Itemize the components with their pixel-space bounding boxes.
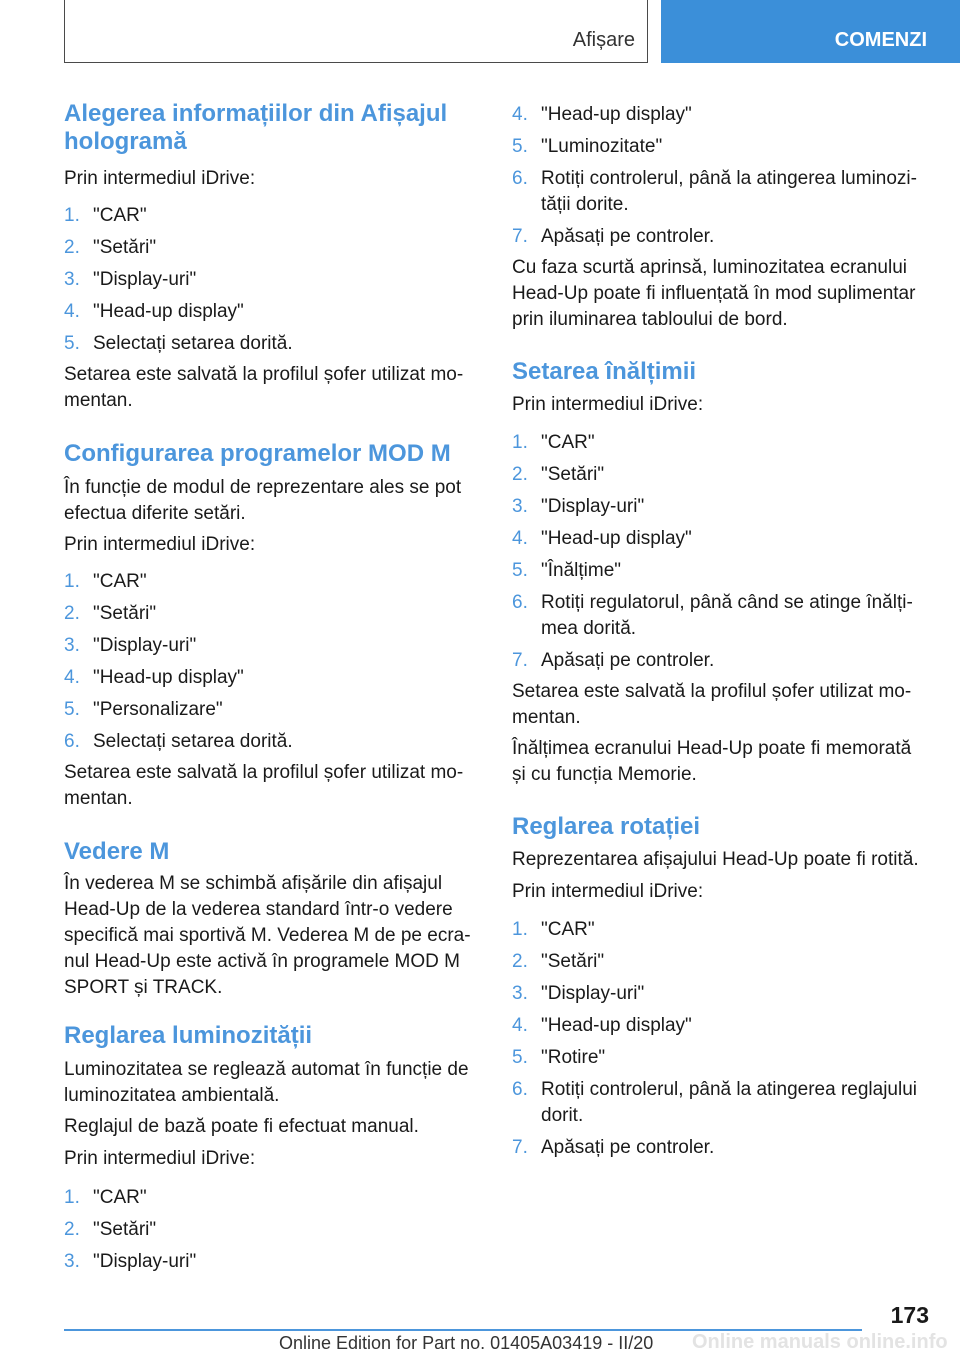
step-number: 6.: [512, 592, 528, 613]
step-number: 4.: [512, 104, 528, 125]
section-heading: Reglarea luminozității: [64, 1022, 313, 1049]
list-item: [512, 526, 924, 552]
step-number: 5.: [512, 1047, 528, 1068]
list-item: [512, 1135, 924, 1161]
step-text: "CAR": [93, 1187, 147, 1208]
edition-text: Online Edition for Part no. 01405A03419 - II/20: [279, 1333, 654, 1353]
step-text: Rotiți controlerul, până la atingerea reglajului dorit.: [541, 1079, 918, 1126]
step-text: "Display-uri": [541, 496, 645, 517]
list-item: [64, 235, 476, 261]
paragraph: Luminozitatea se reglează automat în funcție de luminozitatea ambientală.: [64, 1059, 469, 1106]
paragraph: Prin intermediul iDrive:: [64, 534, 256, 555]
step-text: Apăsați pe controler.: [541, 1137, 715, 1158]
step-text: "Setări": [93, 237, 157, 258]
list-item: [512, 166, 924, 218]
list-item: [64, 569, 476, 595]
step-number: 6.: [64, 731, 80, 752]
paragraph: Prin intermediul iDrive:: [64, 1148, 256, 1169]
list-item: [512, 1077, 924, 1129]
step-number: 1.: [512, 432, 528, 453]
step-number: 4.: [64, 301, 80, 322]
step-number: 3.: [512, 496, 528, 517]
step-number: 3.: [64, 635, 80, 656]
step-number: 5.: [64, 699, 80, 720]
list-item: [512, 1045, 924, 1071]
step-text: "Display-uri": [93, 1251, 197, 1272]
paragraph: Reprezentarea afișajului Head-Up poate fi rotită.: [512, 849, 919, 870]
paragraph: Reglajul de bază poate fi efectuat manual.: [64, 1116, 419, 1137]
step-text: "Setări": [541, 464, 605, 485]
step-text: "Head-up display": [541, 104, 692, 125]
paragraph: Setarea este salvată la profilul șofer utilizat mo-mentan.: [64, 364, 464, 411]
list-item: [512, 648, 924, 674]
step-number: 4.: [512, 528, 528, 549]
list-item: [512, 494, 924, 520]
step-text: "Head-up display": [93, 301, 244, 322]
list-item: [512, 558, 924, 584]
step-number: 2.: [64, 237, 80, 258]
list-item: [512, 1013, 924, 1039]
section-heading: Vedere M: [64, 838, 170, 865]
step-number: 3.: [64, 269, 80, 290]
list-item: [512, 981, 924, 1007]
list-item: [64, 601, 476, 627]
step-number: 7.: [512, 650, 528, 671]
list-item: [64, 331, 476, 357]
list-item: [64, 1217, 476, 1243]
paragraph: În funcție de modul de reprezentare ales se pot efectua diferite setări.: [64, 477, 462, 524]
step-text: "Setări": [93, 603, 157, 624]
step-number: 2.: [64, 603, 80, 624]
list-item: [64, 729, 476, 755]
step-text: "Head-up display": [541, 1015, 692, 1036]
paragraph: Prin intermediul iDrive:: [512, 394, 704, 415]
step-text: "CAR": [93, 205, 147, 226]
list-item: [64, 1185, 476, 1211]
step-number: 5.: [512, 136, 528, 157]
page-number: 173: [890, 1302, 929, 1328]
list-item: [512, 430, 924, 456]
step-text: "CAR": [541, 919, 595, 940]
step-text: Apăsați pe controler.: [541, 226, 715, 247]
section-heading: Alegerea informațiilor din Afișajul hologramă: [64, 100, 448, 155]
step-number: 6.: [512, 1079, 528, 1100]
step-number: 4.: [64, 667, 80, 688]
paragraph: Înălțimea ecranului Head-Up poate fi memorată și cu funcția Memorie.: [512, 738, 912, 785]
step-text: "Setări": [541, 951, 605, 972]
list-item: [512, 917, 924, 943]
list-item: [512, 102, 924, 128]
section-heading: Configurarea programelor MOD M: [64, 440, 451, 467]
step-number: 1.: [512, 919, 528, 940]
list-item: [64, 697, 476, 723]
step-text: "Display-uri": [541, 983, 645, 1004]
list-item: [64, 665, 476, 691]
chapter-tab-label: COMENZI: [834, 29, 927, 51]
section-label: Afișare: [572, 29, 635, 51]
section-heading: Reglarea rotației: [512, 813, 701, 840]
step-number: 2.: [512, 951, 528, 972]
step-number: 4.: [512, 1015, 528, 1036]
step-number: 5.: [64, 333, 80, 354]
list-item: [64, 299, 476, 325]
list-item: [512, 462, 924, 488]
paragraph: Prin intermediul iDrive:: [512, 881, 704, 902]
step-number: 7.: [512, 226, 528, 247]
step-number: 1.: [64, 571, 80, 592]
watermark-site: Online manuals online.info: [692, 1331, 948, 1353]
step-number: 2.: [64, 1219, 80, 1240]
step-text: Selectați setarea dorită.: [93, 731, 293, 752]
step-text: "Head-up display": [541, 528, 692, 549]
paragraph: Setarea este salvată la profilul șofer utilizat mo-mentan.: [512, 681, 912, 728]
step-text: "Rotire": [541, 1047, 606, 1068]
chapter-tab[interactable]: [661, 0, 960, 63]
list-item: [512, 224, 924, 250]
paragraph: În vederea M se schimbă afișările din afișajul Head-Up de la vederea standard într-o vedere specifică mai sportivă M. Vederea M de pe ecra-nul Head-Up este activă în programele MOD M SPORT și TRACK.: [64, 873, 471, 998]
step-number: 3.: [64, 1251, 80, 1272]
step-text: "CAR": [93, 571, 147, 592]
paragraph: Setarea este salvată la profilul șofer utilizat mo-mentan.: [64, 762, 464, 809]
step-text: "CAR": [541, 432, 595, 453]
step-text: Apăsați pe controler.: [541, 650, 715, 671]
list-item: [512, 590, 924, 642]
step-number: 7.: [512, 1137, 528, 1158]
list-item: [64, 203, 476, 229]
step-text: Rotiți regulatorul, până când se atinge înălți-mea dorită.: [541, 592, 913, 639]
section-heading: Setarea înălțimii: [512, 358, 697, 385]
paragraph: Cu faza scurtă aprinsă, luminozitatea ecranului Head-Up poate fi influențată în mod suplimentar prin iluminarea tabloului de bord.: [512, 257, 916, 330]
step-number: 2.: [512, 464, 528, 485]
list-item: [64, 633, 476, 659]
list-item: [64, 267, 476, 293]
step-number: 3.: [512, 983, 528, 1004]
step-text: "Display-uri": [93, 635, 197, 656]
list-item: [512, 134, 924, 160]
step-text: "Înălțime": [541, 560, 622, 581]
step-text: Rotiți controlerul, până la atingerea luminozi-tății dorite.: [541, 168, 917, 215]
step-number: 1.: [64, 1187, 80, 1208]
header-box: [64, 0, 648, 63]
step-text: "Personalizare": [93, 699, 223, 720]
step-number: 5.: [512, 560, 528, 581]
step-text: "Display-uri": [93, 269, 197, 290]
step-text: "Luminozitate": [541, 136, 663, 157]
step-text: "Head-up display": [93, 667, 244, 688]
step-number: 1.: [64, 205, 80, 226]
list-item: [512, 949, 924, 975]
step-text: "Setări": [93, 1219, 157, 1240]
step-number: 6.: [512, 168, 528, 189]
step-text: Selectați setarea dorită.: [93, 333, 293, 354]
list-item: [64, 1249, 476, 1275]
paragraph: Prin intermediul iDrive:: [64, 168, 256, 189]
